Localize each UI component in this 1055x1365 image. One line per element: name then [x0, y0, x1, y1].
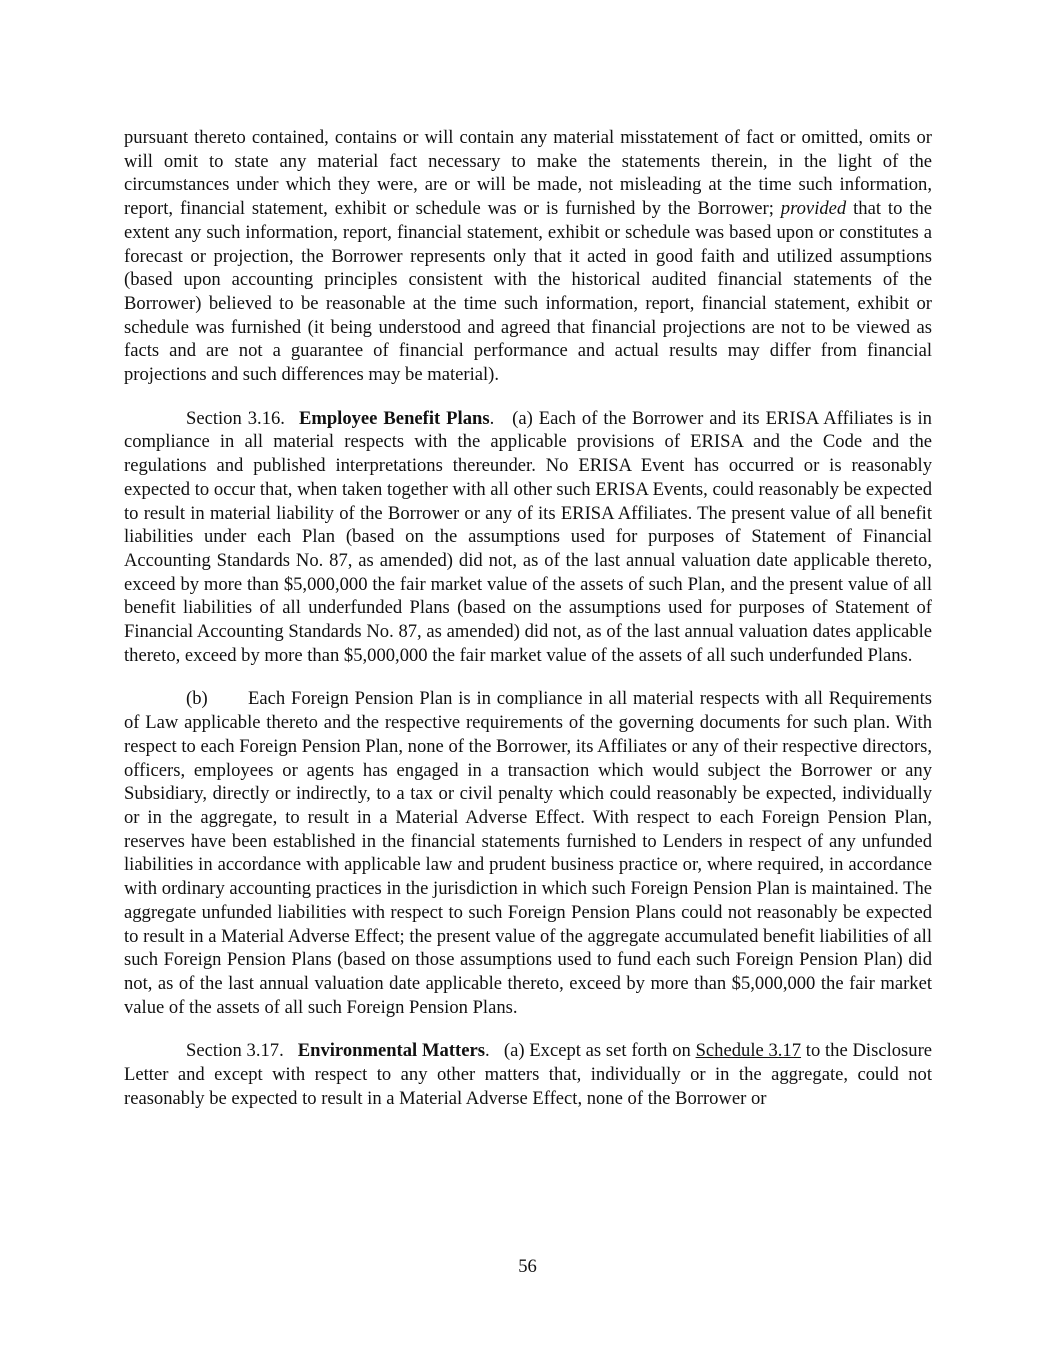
- section-3-16-para-b-text: Each Foreign Pension Plan is in compliance in all material respects with all Requirements of Law applicable thereto and the respective requirements of the governing documents for such plan. With respect to each Foreign Pension Plan, none of the Borrower, its Affiliates or any of their respective directors, officers, employees or agents has engaged in a transaction which would subject the Borrower or any Subsidiary, directly or indirectly, to a tax or civil penalty which could reasonably be expected, individually or in the aggregate, to result in a Material Adverse Effect. With respect to each Foreign Pension Plan, reserves have been established in the financial statements furnished to Lenders in respect of any unfunded liabilities in accordance with applicable law and prudent business practice or, where required, in accordance with ordinary accounting practices in the jurisdiction in which such Foreign Pension Plan is maintained. The aggregate unfunded liabilities with respect to such Foreign Pension Plans could not reasonably be expected to result in a Material Adverse Effect; the present value of the aggregate accumulated benefit liabilities of all such Foreign Pension Plans (based on those assumptions used to fund each such Foreign Pension Plan) did not, as of the last annual valuation date applicable thereto, exceed by more than $5,000,000 the fair market value of the assets of all such Foreign Pension Plans.: [124, 688, 932, 1018]
- section-3-16-paragraph-a: [124, 407, 932, 668]
- section-3-16-para-a-text: (a) Each of the Borrower and its ERISA Affiliates is in compliance in all material respects with the applicable provisions of ERISA and the Code and the regulations and published interpretations thereunder. No ERISA Event has occurred or is reasonably expected to occur that, when taken together with all other such ERISA Events, could reasonably be expected to result in material liability of the Borrower or any of its ERISA Affiliates. The present value of all benefit liabilities under each Plan (based on the assumptions used for purposes of Statement of Financial Accounting Standards No. 87, as amended) did not, as of the last annual valuation date applicable thereto, exceed by more than $5,000,000 the fair market value of the assets of such Plan, and the present value of all benefit liabilities of all underfunded Plans (based on the assumptions used for purposes of Statement of Financial Accounting Standards No. 87, as amended) did not, as of the last annual valuation dates applicable thereto, exceed by more than $5,000,000 the fair market value of the assets of all such underfunded Plans.: [124, 407, 932, 666]
- provided-italic: provided: [780, 198, 847, 220]
- section-3-16-number: Section 3.16.: [186, 407, 285, 429]
- section-3-16-title: Employee Benefit Plans: [298, 407, 490, 429]
- section-3-17-text-2: to the Disclosure Letter and except with respect to any other matters that, individually or in the aggregate, could not reasonably be expected to result in a Material Adverse Effect, none of the Borrower or: [124, 1040, 933, 1109]
- continuation-text-1: pursuant thereto contained, contains or will contain any material misstatement of fact or omitted, omits or will omit to state any material fact necessary to make the statements therein, in the light of the circumstances under which they were, are or will be made, not misleading at the time such information, report, financial statement, exhibit or schedule was or is furnished by the Borrower;: [124, 127, 932, 220]
- schedule-3-17-link[interactable]: Schedule 3.17: [695, 1040, 802, 1062]
- section-3-17-title-punct: .: [484, 1040, 490, 1062]
- section-3-16-paragraph-b: [124, 687, 932, 1019]
- section-3-17-paragraph-a: [124, 1039, 932, 1110]
- section-3-16-title-punct: .: [489, 407, 495, 429]
- continuation-text-2: that to the extent any such information, report, financial statement, exhibit or schedule was based upon or constitutes a forecast or projection, the Borrower represents only that it acted in good faith and utilized assumptions (based upon accounting principles consistent with the historical audited financial statements of the Borrower) believed to be reasonable at the time such information, report, financial statement, exhibit or schedule was furnished (it being understood and agreed that financial projections are not to be viewed as facts and are not a guarantee of financial performance and actual results may differ from financial projections and such differences may be material).: [124, 198, 933, 386]
- section-3-16-para-b-label: (b): [186, 688, 208, 710]
- document-page: [124, 126, 932, 1130]
- continuation-paragraph: [124, 126, 932, 387]
- page-number: 56: [518, 1256, 537, 1277]
- section-3-17-number: Section 3.17.: [186, 1040, 284, 1062]
- section-3-17-text-1: (a) Except as set forth on: [503, 1040, 691, 1062]
- section-3-17-title: Environmental Matters: [297, 1040, 485, 1062]
